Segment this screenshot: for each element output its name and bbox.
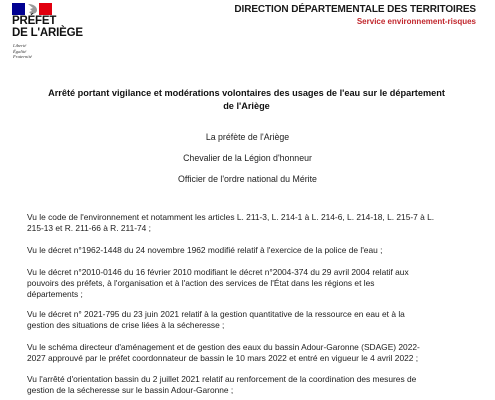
consideration-1 [27, 212, 475, 234]
consideration-3 [27, 267, 475, 300]
signatory-line-2: Chevalier de la Légion d'honneur [183, 153, 312, 163]
consideration-5 [27, 342, 475, 364]
marianne-emblem-icon [12, 3, 52, 15]
consideration-5-line-2: 2027 approuvé par le préfet coordonnateur de bassin le 10 mars 2022 et entré en vigueur le 4 avril 2022 ; [27, 353, 419, 363]
prefecture-name-line2: DE L'ARIÈGE [12, 26, 83, 39]
consideration-3-line-2: pouvoirs des préfets, à l'organisation et à l'action des services de l'État dans les régions et les [27, 278, 375, 288]
consideration-2 [27, 245, 475, 256]
consideration-5-line-1: Vu le schéma directeur d'aménagement et de gestion des eaux du bassin Adour-Garonne (SDAGE) 2022- [27, 342, 420, 352]
motto-fraternite: Fraternité [13, 54, 32, 60]
signatory-line-3: Officier de l'ordre national du Mérite [178, 174, 317, 184]
decree-title [24, 87, 469, 112]
issuing-authority [234, 4, 476, 27]
consideration-4-line-1: Vu le décret n° 2021-795 du 23 juin 2021 relatif à la gestion quantitative de la ressource en eau et à la [27, 309, 405, 319]
prefecture-name [12, 16, 83, 39]
motto-egalite: Égalité [13, 48, 27, 54]
consideration-6-line-2: gestion de la sécheresse sur le bassin Adour-Garonne ; [27, 385, 234, 395]
direction-title: DIRECTION DÉPARTEMENTALE DES TERRITOIRES [234, 4, 476, 15]
consideration-6-line-1: Vu l'arrêté d'orientation bassin du 2 juillet 2021 relatif au renforcement de la coordination des mesures de [27, 374, 417, 384]
consideration-6 [27, 374, 475, 396]
prefecture-name-line1: PRÉFET [12, 15, 57, 27]
consideration-3-line-1: Vu le décret n°2010-0146 du 16 février 2010 modifiant le décret n°2004-374 du 29 avril 2004 relatif aux [27, 267, 409, 277]
signatory-line-1: La préfète de l'Ariège [205, 132, 290, 142]
motto-liberte: Liberté [13, 43, 27, 48]
decree-title-line2: de l'Ariège [223, 100, 270, 111]
consideration-4 [27, 309, 475, 331]
decree-title-line1: Arrêté portant vigilance et modérations volontaires des usages de l'eau sur le département [48, 88, 445, 98]
consideration-4-line-2: gestion des situations de crise liées à la sécheresse ; [27, 320, 225, 330]
service-name: Service environnement-risques [356, 17, 476, 26]
consideration-1-line-2: 215-13 et R. 211-66 à R. 211-74 ; [27, 223, 151, 233]
consideration-3-line-3: départements ; [27, 289, 83, 299]
consideration-1-line-1: Vu le code de l'environnement et notamment les articles L. 211-3, L. 214-1 à L. 214-6, L. 214-18, L. 215-7 à L. [27, 212, 435, 222]
consideration-2-line-1: Vu le décret n°1962-1448 du 24 novembre 1962 modifié relatif à l'exercice de la police de l'eau ; [27, 245, 383, 255]
republic-motto [13, 43, 32, 60]
